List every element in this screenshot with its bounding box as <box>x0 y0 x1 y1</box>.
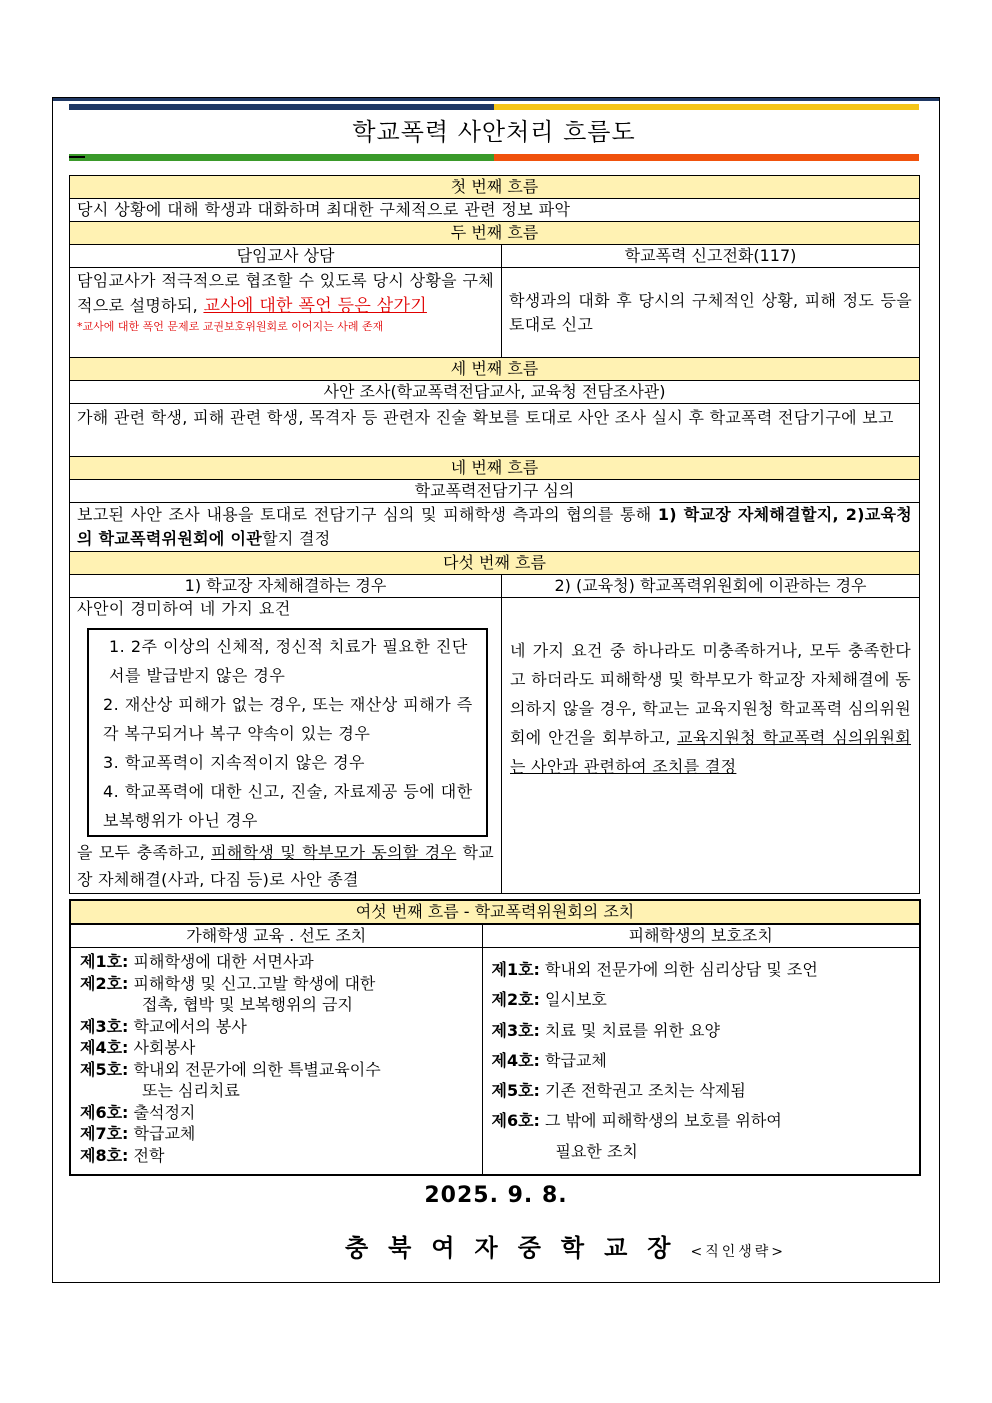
protection-item: 제2호: 일시보호 <box>491 990 607 1010</box>
school-principal: 충북여자중학교장 <box>345 1233 691 1262</box>
step5-left-end-b: 피해학생 및 학부모가 동의할 경우 <box>211 843 457 862</box>
page-title: 학교폭력 사안처리 흐름도 <box>352 118 636 146</box>
step6-table <box>69 899 921 1176</box>
step4-text-b: 1) 학교장 자체해결할지, 2)교육청의 학교폭력위원회에 이관 <box>77 505 913 548</box>
step5-header: 다섯 번째 흐름 <box>70 552 920 575</box>
protection-item-cont: 필요한 조치 <box>555 1141 638 1161</box>
measure-item: 제4호: 사회봉사 <box>80 1038 196 1057</box>
top-rule <box>53 98 939 101</box>
protection-item: 제6호: 그 밖에 피해학생의 보호를 위하여 <box>491 1111 782 1131</box>
measure-item: 제6호: 출석정지 <box>80 1102 196 1122</box>
measure-item: 제2호: 피해학생 및 신고.고발 학생에 대한 <box>80 973 376 993</box>
step5-left-end-a: 을 모두 충족하고, <box>77 843 212 862</box>
step1-header: 첫 번째 흐름 <box>70 176 920 199</box>
step4-text-c: 할지 결정 <box>262 529 331 548</box>
measure-item-cont: 접촉, 협박 및 보복행위의 금지 <box>142 995 353 1014</box>
measure-item: 제5호: 학내외 전문가에 의한 특별교육이수 <box>80 1059 381 1079</box>
protection-item: 제4호: 학급교체 <box>491 1050 607 1070</box>
condition-item: 4. 학교폭력에 대한 신고, 진술, 자료제공 등에 대한 보복행위가 아닌 경우 <box>103 782 473 830</box>
step2-left-note: *교사에 대한 폭언 문제로 교권보호위원회로 이어지는 사례 존재 <box>77 320 384 333</box>
condition-item: 1. 2주 이상의 신체적, 정신적 치료가 필요한 진단서를 발급받지 않은 경우 <box>109 637 468 685</box>
step2-left-text: 담임교사가 적극적으로 협조할 수 있도록 당시 상황을 구체적으로 설명하되, <box>77 271 494 315</box>
step4-body <box>70 503 920 552</box>
step6-header: 여섯 번째 흐름 - 학교폭력위원회의 조치 <box>70 900 920 924</box>
signature-line <box>345 1228 786 1263</box>
flow-table <box>69 175 920 894</box>
title-mark <box>69 156 85 158</box>
measure-item: 제7호: 학급교체 <box>80 1124 196 1143</box>
step5-right-text: 네 가지 요건 중 하나라도 미충족하거나, 모두 충족한다고 하더라도 피해학생 및 학부모가 학교장 자체해결에 동의하지 않을 경우, 학교는 교육지원청 학교폭력 심의위원회에 안건을 회부하고, <box>510 641 912 747</box>
step2-left-body <box>70 268 502 358</box>
step2-left-red: 교사에 대한 폭언 등은 삼가기 <box>203 296 427 316</box>
step6-left-title: 가해학생 교육 . 선도 조치 <box>70 924 482 948</box>
step4-subtitle: 학교폭력전담기구 심의 <box>70 480 920 503</box>
title-bar-bottom-left <box>69 154 494 161</box>
protection-item: 제5호: 기존 전학권고 조치는 삭제됨 <box>491 1081 746 1101</box>
seal-omitted: <직인생략> <box>690 1244 787 1260</box>
document-date: 2025. 9. 8. <box>424 1183 568 1208</box>
step1-text: 당시 상황에 대해 학생과 대화하며 최대한 구체적으로 관련 정보 파악 <box>70 199 920 222</box>
title-bar-bottom-right <box>494 154 919 161</box>
step2-left-title: 담임교사 상담 <box>70 245 502 268</box>
condition-item: 2. 재산상 피해가 없는 경우, 또는 재산상 피해가 즉각 복구되거나 복구 약속이 있는 경우 <box>103 695 473 743</box>
condition-item: 3. 학교폭력이 지속적이지 않은 경우 <box>103 753 365 772</box>
perpetrator-measures <box>70 948 482 1176</box>
step2-right-title: 학교폭력 신고전화(117) <box>502 245 920 268</box>
victim-protection <box>482 948 920 1176</box>
step4-text-a: 보고된 사안 조사 내용을 토대로 전담기구 심의 및 피해학생 측과의 협의를 통해 <box>77 505 658 524</box>
protection-item: 제3호: 치료 및 치료를 위한 요양 <box>491 1020 720 1040</box>
measure-item: 제3호: 학교에서의 봉사 <box>80 1016 247 1036</box>
measure-item: 제8호: 전학 <box>80 1145 165 1165</box>
step6-right-title: 피해학생의 보호조치 <box>482 924 920 948</box>
step3-subtitle: 사안 조사(학교폭력전담교사, 교육청 전담조사관) <box>70 381 920 404</box>
step5-left-title: 1) 학교장 자체해결하는 경우 <box>70 575 502 598</box>
measure-item: 제1호: 피해학생에 대한 서면사과 <box>80 952 314 971</box>
step5-right-ul: 교육지원청 학교폭력 심의위원회는 사안과 관련하여 조치를 결정 <box>510 728 912 776</box>
step5-left-end-c: 학교장 자체해결(사과, 다짐 등)로 사안 종결 <box>77 843 494 889</box>
step3-body <box>70 404 920 457</box>
step4-header: 네 번째 흐름 <box>70 457 920 480</box>
step2-right-body <box>502 268 920 358</box>
measure-item-cont: 또는 심리치료 <box>142 1081 240 1100</box>
step3-text: 가해 관련 학생, 피해 관련 학생, 목격자 등 관련자 진술 확보를 토대로 사안 조사 실시 후 학교폭력 전담기구에 보고 <box>77 408 894 427</box>
protection-item: 제1호: 학내외 전문가에 의한 심리상담 및 조언 <box>491 960 818 979</box>
step3-header: 세 번째 흐름 <box>70 358 920 381</box>
conditions-box <box>87 628 488 837</box>
step5-right-body <box>502 598 920 894</box>
step5-left-body <box>70 598 502 894</box>
step2-right-text: 학생과의 대화 후 당시의 구체적인 상황, 피해 정도 등을 토대로 신고 <box>509 290 913 334</box>
step5-left-intro: 사안이 경미하여 네 가지 요건 <box>77 599 291 618</box>
step2-header: 두 번째 흐름 <box>70 222 920 245</box>
step5-right-title: 2) (교육청) 학교폭력위원회에 이관하는 경우 <box>502 575 920 598</box>
